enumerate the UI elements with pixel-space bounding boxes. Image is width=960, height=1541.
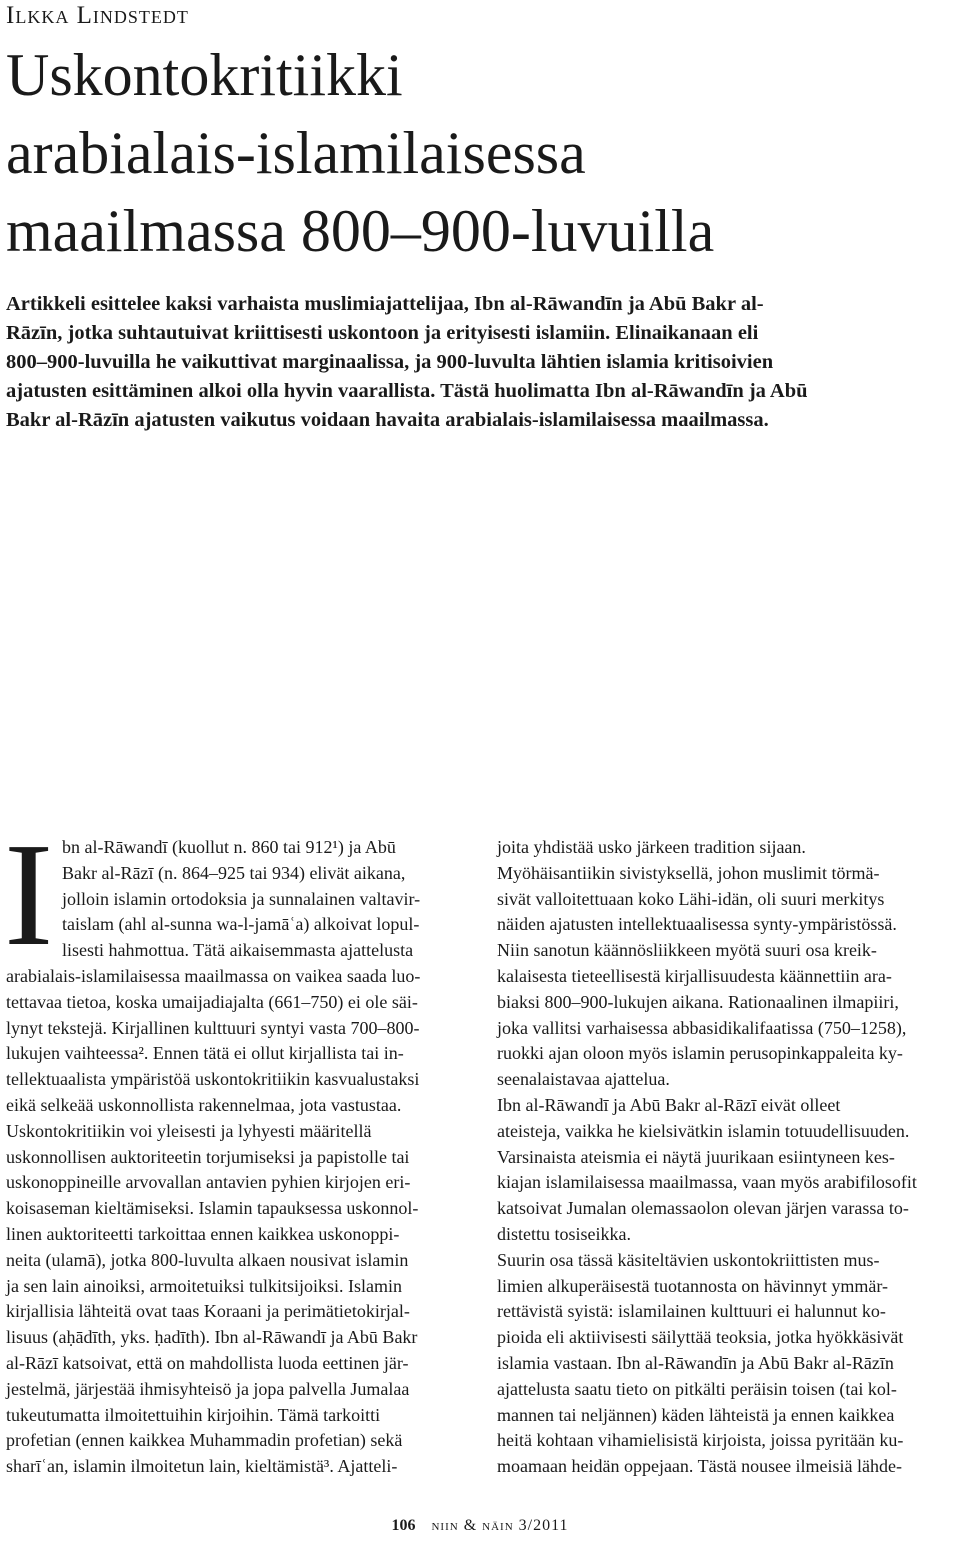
body-text-line: Ibn al-Rāwandī ja Abū Bakr al-Rāzī eivät olleet [497,1094,841,1115]
page-number: 106 [391,1517,416,1534]
body-text-line: ateisteja, vaikka he kielsivätkin islamin totuudellisuuden. [497,1120,910,1141]
body-column-right [497,835,957,1480]
body-text-line: lynyt tekstejä. Kirjallinen kulttuuri syntyi vasta 700–800- [6,1017,420,1038]
body-text-line: kalaisesta tieteellisestä kirjallisuudesta käännettiin ara- [497,965,892,986]
body-text-line: koisaseman kieltämiseksi. Islamin tapauksessa uskonnol- [6,1198,419,1219]
body-text-line: Niin sanotun käännösliikkeen myötä suuri osa kreik- [497,940,877,961]
body-text-line: joita yhdistää usko järkeen tradition sijaan. [497,837,806,857]
body-text-line: uskonoppineille arvovallan antavien pyhien kirjojen eri- [6,1172,411,1193]
abstract-line: 800–900-luvuilla he vaikuttivat marginaalissa, ja 900-luvulta lähtien islamia kritisoivien [6,351,774,373]
body-text-line: Uskontokritiikin voi yleisesti ja lyhyesti määritellä [6,1120,372,1141]
body-text-line: jolloin islamin ortodoksia ja sunnalainen valtavir- [62,888,421,909]
body-text-line: Myöhäisantiikin sivistyksellä, johon muslimit törmä- [497,862,880,883]
body-text-line: lisesti hahmottua. Tätä aikaisemmasta ajattelusta [62,940,414,961]
page-footer [0,1517,960,1535]
body-text-line: ja sen lain ainoiksi, armoitetuiksi tulkitsijoiksi. Islamin [6,1275,402,1296]
body-text-line: arabialais-islamilaisessa maailmassa on vaikea saada luo- [6,965,421,986]
body-text-line: kirjallisia lähteitä ovat taas Koraani ja perimätietokirjal- [6,1301,410,1322]
body-text-line: islamia vastaan. Ibn al-Rāwandīn ja Abū Bakr al-Rāzīn [497,1352,894,1373]
body-text-line: limien alkuperäisestä tuotannosta on hävinnyt ymmär- [497,1275,889,1296]
body-text-line: Suurin osa tässä käsiteltävien uskontokriittisten mus- [497,1249,880,1270]
abstract-line: ajatusten esittäminen alkoi olla hyvin vaarallista. Tästä huolimatta Ibn al-Rāwandīn ja Abū [6,380,808,402]
body-text-line: linen auktoriteetti tarkoittaa ennen kaikkea uskonoppi- [6,1223,400,1244]
abstract-line: Artikkeli esittelee kaksi varhaista muslimiajattelijaa, Ibn al-Rāwandīn ja Abū Bakr al- [6,293,764,315]
body-text-line: lisuus (aḥādīth, yks. ḥadīth). Ibn al-Rāwandī ja Abū Bakr [6,1327,418,1348]
body-text-line: Varsinaista ateismia ei näytä juurikaan esiintyneen kes- [497,1146,895,1167]
body-text-line: ruokki ajan oloon myös islamin perusopinkappaleita ky- [497,1043,903,1064]
body-text-line: biaksi 800–900-lukujen aikana. Rationaalinen ilmapiiri, [497,991,899,1012]
article-abstract [6,290,954,435]
body-text-line: heitä kohtaan vihamielisistä kirjoista, joissa pyritään ku- [497,1430,904,1451]
article-title [6,36,946,270]
body-text-line: bn al-Rāwandī (kuollut n. 860 tai 912¹) ja Abū [62,837,396,857]
body-text-line: kiajan islamilaisessa maailmassa, vaan myös arabifilosofit [497,1172,917,1193]
body-text-line: jestelmä, järjestää ihmisyhteisö ja jopa palvella Jumalaa [6,1378,410,1399]
body-text-line: ajattelusta saatu tieto on pitkälti peräisin toisen (tai kol- [497,1378,897,1399]
body-column-left [6,835,468,1480]
abstract-line: Bakr al-Rāzīn ajatusten vaikutus voidaan havaita arabialais-islamilaisessa maailmassa. [6,409,769,431]
body-text-line: tettavaa tietoa, koska umaijadiajalta (661–750) ei ole säi- [6,991,418,1012]
body-text-line: Bakr al-Rāzī (n. 864–925 tai 934) elivät aikana, [62,862,406,883]
body-text-line: lukujen vaihteessa². Ennen tätä ei ollut kirjallista tai in- [6,1043,404,1064]
abstract-line: Rāzīn, jotka suhtautuivat kriittisesti uskontoon ja erityisesti islamiin. Elinaikanaan eli [6,322,759,344]
author-name: Ilkka Lindstedt [6,2,189,29]
body-text-line: neita (ulamā), jotka 800-luvulta alkaen nousivat islamin [6,1249,409,1270]
body-text-line: distettu tosiseikka. [497,1223,631,1244]
body-text-line: katsoivat Jumalan olemassaolon olevan järjen varassa to- [497,1198,909,1219]
journal-issue: niin & näin 3/2011 [431,1517,569,1534]
body-text-line: moamaan heidän oppejaan. Tästä nousee ilmeisiä lähde- [497,1456,903,1477]
body-text-line: rettävistä syistä: islamilainen kulttuuri ei halunnut ko- [497,1301,886,1322]
body-text-line: tellektuaalista ympäristöä uskontokritiikin kasvualustaksi [6,1069,420,1090]
body-text-line: uskonnollisen auktoriteetin torjumiseksi ja papistolle tai [6,1146,410,1167]
body-text-line: sivät valloitettuaan koko Lähi-idän, oli suuri merkitys [497,888,885,909]
title-line: Uskontokritiikki [6,42,403,108]
body-text-line: eikä selkeää uskonnollista rakennelmaa, jota vastustaa. [6,1094,402,1115]
body-text-line: seenalaistavaa ajattelua. [497,1069,670,1090]
body-text-line: sharīʿan, islamin ilmoitetun lain, kieltämistä³. Ajatteli- [6,1456,398,1477]
body-text-line: taislam (ahl al-sunna wa-l-jamāʿa) alkoivat lopul- [62,914,420,935]
body-text-line: tukeutumatta ilmoitettuihin kirjoihin. Tämä tarkoitti [6,1404,381,1425]
body-text-line: näiden ajatusten intellektuaalisessa synty-ympäristössä. [497,914,897,935]
title-line: maailmassa 800–900-luvuilla [6,198,715,264]
body-text-line: al-Rāzī katsoivat, että on mahdollista luoda eettinen jär- [6,1352,409,1373]
body-text-line: mannen tai neljännen) käden lähteistä ja ennen kaikkea [497,1404,895,1425]
drop-cap: I [4,813,54,977]
title-line: arabialais-islamilaisessa [6,120,586,186]
body-text-line: profetian (ennen kaikkea Muhammadin profetian) sekä [6,1430,403,1451]
body-text-line: pioida eli aktiivisesti säilyttää teoksia, jotka hyökkäsivät [497,1327,904,1348]
body-text-line: joka vallitsi varhaisessa abbasidikalifaatissa (750–1258), [497,1017,907,1038]
